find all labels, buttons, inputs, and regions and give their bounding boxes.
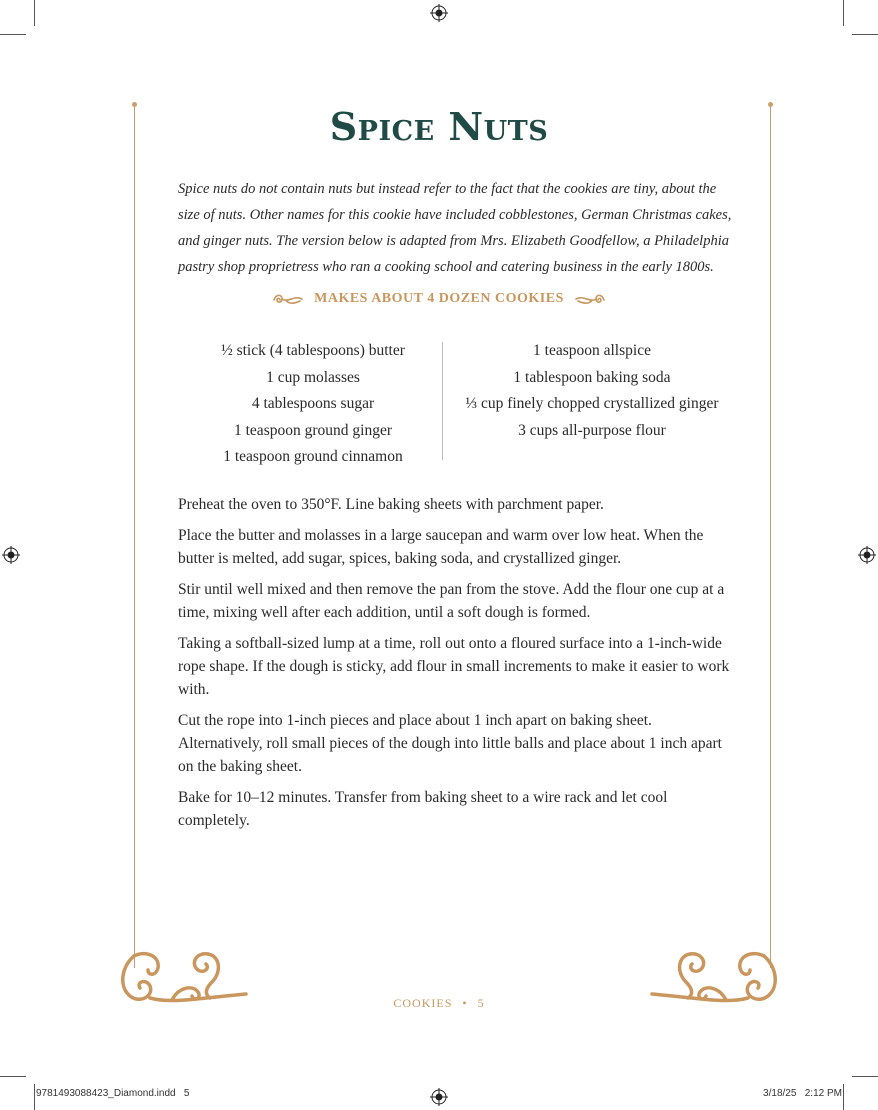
crop-mark bbox=[843, 0, 844, 26]
frame-line-left bbox=[134, 106, 135, 968]
footer-section: COOKIES bbox=[393, 996, 453, 1010]
crop-mark bbox=[0, 1076, 26, 1077]
footer-separator: • bbox=[462, 996, 468, 1010]
instruction-step: Bake for 10–12 minutes. Transfer from baking sheet to a wire rack and let cool completely. bbox=[178, 789, 668, 829]
slug-filename: 9781493088423_Diamond.indd 5 bbox=[36, 1088, 190, 1099]
ingredient-item: 1 teaspoon ground ginger bbox=[234, 421, 392, 439]
instruction-step: Taking a softball-sized lump at a time, roll out onto a floured surface into a 1-inch-wide rope shape. If the dough is sticky, add flour in small increments to make it easier to work with. bbox=[178, 635, 730, 698]
registration-mark-icon bbox=[430, 4, 448, 22]
instruction-step: Stir until well mixed and then remove the pan from the stove. Add the flour one cup at a time, mixing well after each addition, until a soft dough is formed. bbox=[178, 581, 725, 621]
registration-mark-icon bbox=[2, 546, 20, 564]
ingredient-item: 4 tablespoons sugar bbox=[251, 395, 375, 412]
ingredient-item: ⅓ cup finely chopped crystallized ginger bbox=[465, 395, 719, 412]
crop-mark bbox=[34, 0, 35, 26]
registration-mark-icon bbox=[430, 1088, 448, 1106]
ingredient-item: 1 tablespoon baking soda bbox=[513, 368, 671, 386]
ingredient-item: 1 teaspoon ground cinnamon bbox=[223, 448, 403, 465]
page-number: 5 bbox=[477, 996, 485, 1010]
instruction-step: Place the butter and molasses in a large saucepan and warm over low heat. When the butter is melted, add sugar, spices, baking soda, and crystallized ginger. bbox=[178, 527, 704, 567]
crop-mark bbox=[852, 1076, 878, 1077]
crop-mark bbox=[843, 1084, 844, 1110]
ingredient-item: 1 cup molasses bbox=[266, 368, 360, 386]
yield-heading bbox=[0, 291, 878, 307]
instruction-step: Preheat the oven to 350°F. Line baking sheets with parchment paper. bbox=[178, 496, 604, 513]
ingredient-item: 1 teaspoon allspice bbox=[533, 342, 651, 359]
instructions bbox=[178, 493, 738, 840]
crop-mark bbox=[852, 34, 878, 35]
crop-mark bbox=[34, 1084, 35, 1110]
ingredients-right bbox=[448, 338, 736, 444]
ingredient-item: 3 cups all-purpose flour bbox=[518, 421, 666, 439]
frame-line-right bbox=[770, 106, 771, 968]
flourish-left-icon bbox=[272, 291, 304, 307]
registration-mark-icon bbox=[858, 546, 876, 564]
page-title: Spice Nuts bbox=[329, 104, 549, 149]
ingredients-left bbox=[190, 338, 436, 471]
flourish-right-icon bbox=[574, 291, 606, 307]
page-footer bbox=[0, 996, 878, 1011]
ingredient-item: ½ stick (4 tablespoons) butter bbox=[221, 342, 405, 359]
intro-paragraph: Spice nuts do not contain nuts but instead refer to the fact that the cookies are tiny, about the size of nuts. Other names for this cookie have included cobblestones, German Christmas cakes, and ginger nuts. The version below is adapted from Mrs. Elizabeth Goodfellow, a Philadelphia pastry shop proprietress who ran a cooking school and catering business in the early 1800s. bbox=[178, 181, 732, 275]
ingredients-divider bbox=[442, 342, 443, 460]
yield-text: MAKES ABOUT 4 DOZEN COOKIES bbox=[314, 291, 564, 307]
crop-mark bbox=[0, 34, 26, 35]
slug-date: 3/18/25 2:12 PM bbox=[763, 1088, 842, 1099]
instruction-step: Cut the rope into 1-inch pieces and place about 1 inch apart on baking sheet. Alternatively, roll small pieces of the dough into little balls and place about 1 inch apart on the baking sheet. bbox=[178, 712, 722, 775]
